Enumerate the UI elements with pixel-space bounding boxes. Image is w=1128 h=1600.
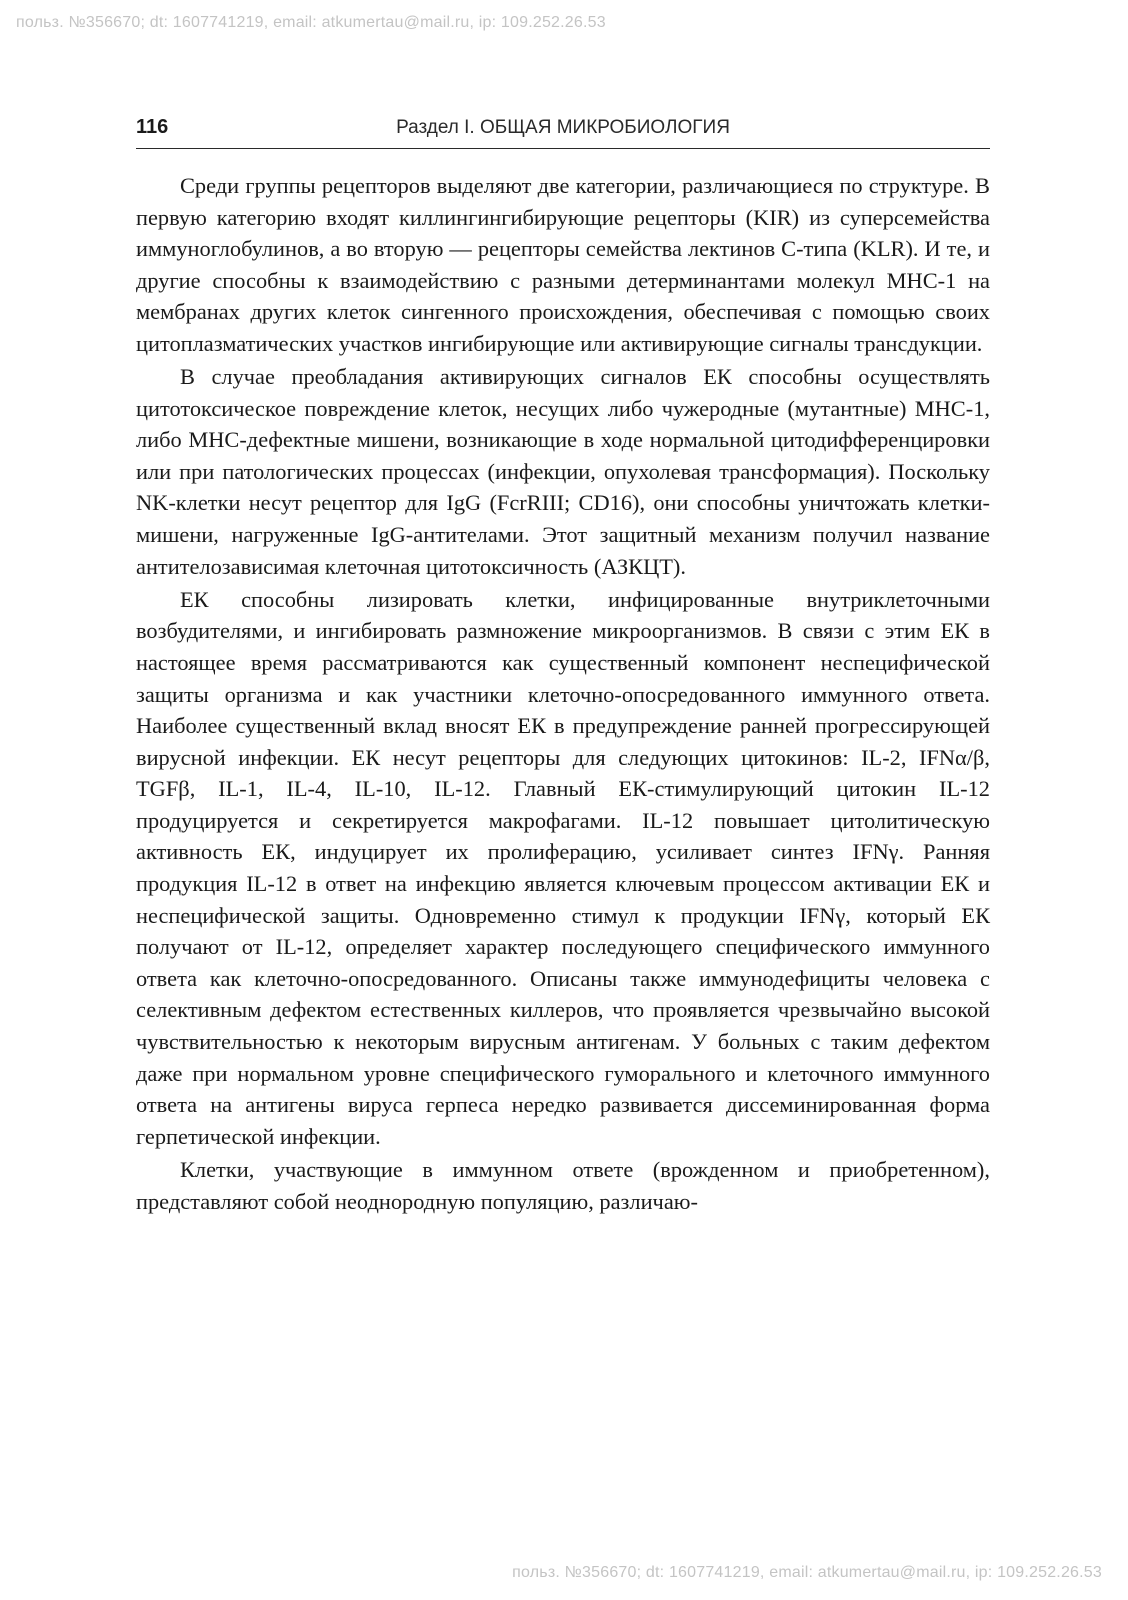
paragraph: Клетки, участвующие в иммунном ответе (врожденном и приобретенном), представляют собой неоднородную популяцию, различаю- [136, 1156, 990, 1214]
watermark-top: польз. №356670; dt: 1607741219, email: atkumertau@mail.ru, ip: 109.252.26.53 [16, 14, 606, 31]
page-number: 116 [136, 116, 169, 138]
paragraph: В случае преобладания активирующих сигналов ЕК способны осуществлять цитотоксическое повреждение клеток, несущих либо чужеродные (мутантные) МНС-1, либо МНС-дефектные мишени, возникающие в ходе нормальной цитодифференцировки или при патологических процессах (инфекции, опухолевая трансформация). Поскольку NK-клетки несут рецептор для IgG (FcrRIII; CD16), они способны уничтожать клетки-мишени, нагруженные IgG-антителами. Этот защитный механизм получил название антителозависимая клеточная цитотоксичность (АЗКЦТ). [136, 364, 990, 579]
section-title: Раздел I. ОБЩАЯ МИКРОБИОЛОГИЯ [396, 117, 730, 138]
body-text [136, 170, 990, 1219]
running-header [136, 114, 990, 149]
paragraph: ЕК способны лизировать клетки, инфицированные внутриклеточными возбудителями, и ингибировать размножение микроорганизмов. В связи с этим ЕК в настоящее время рассматриваются как существенный компонент неспецифической защиты организма и как участники клеточно-опосредованного иммунного ответа. Наиболее существенный вклад вносят ЕК в предупреждение ранней прогрессирующей вирусной инфекции. ЕК несут рецепторы для следующих цитокинов: IL-2, IFNα/β, TGFβ, IL-1, IL-4, IL-10, IL-12. Главный ЕК-стимулирующий цитокин IL-12 продуцируется и секретируется макрофагами. IL-12 повышает цитолитическую активность ЕК, индуцирует их пролиферацию, усиливает синтез IFNγ. Ранняя продукция IL-12 в ответ на инфекцию является ключевым процессом активации ЕК и неспецифической защиты. Одновременно стимул к продукции IFNγ, который ЕК получают от IL-12, определяет характер последующего специфического иммунного ответа как клеточно-опосредованного. Описаны также иммунодефициты человека с селективным дефектом естественных киллеров, что проявляется чрезвычайно высокой чувствительностью к некоторым вирусным антигенам. У больных с таким дефектом даже при нормальном уровне специфического гуморального и клеточного иммунного ответа на антигены вируса герпеса нередко развивается диссеминированная форма герпетической инфекции. [136, 586, 990, 1149]
paragraph: Среди группы рецепторов выделяют две категории, различающиеся по структуре. В первую категорию входят киллингингибирующие рецепторы (KIR) из суперсемейства иммуноглобулинов, а во вторую — рецепторы семейства лектинов С-типа (KLR). И те, и другие способны к взаимодействию с разными детерминантами молекул МНС-1 на мембранах других клеток сингенного происхождения, обеспечивая с помощью своих цитоплазматических участков ингибирующие или активирующие сигналы трансдукции. [136, 173, 990, 356]
watermark-bottom: польз. №356670; dt: 1607741219, email: atkumertau@mail.ru, ip: 109.252.26.53 [512, 1564, 1102, 1581]
